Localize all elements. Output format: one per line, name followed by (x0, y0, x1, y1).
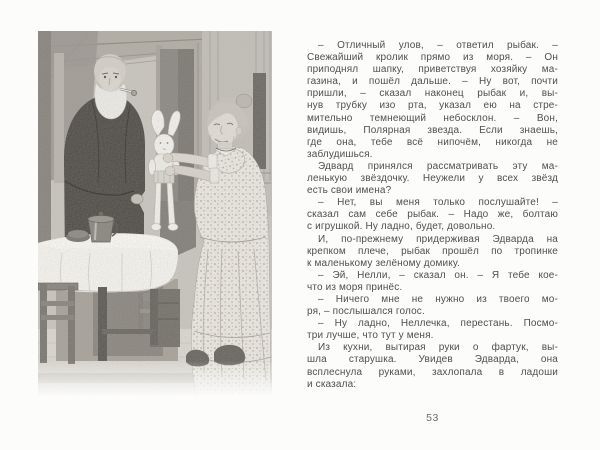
text-line: ря, – послышался голос. (307, 306, 425, 318)
text-line: что из моря принёс. (307, 281, 403, 293)
text-line: И, по-прежнему придерживая Эдварда на (318, 233, 558, 245)
paper-grain (38, 31, 272, 395)
text-line: есть свои имена? (307, 185, 392, 197)
text-line: всплеснула руками, захлопала в ладоши (307, 366, 558, 378)
text-line: – Ну ладно, Неллечка, перестань. Посмо- (318, 318, 558, 330)
text-line: крепком плече, рыбак прошёл по тропинке (307, 245, 558, 257)
text-line: приподнял шапку, приветствуя хозяйку ма- (307, 64, 558, 76)
text-line: мительно темнеющий небосклон. – Вон, (307, 112, 558, 124)
text-line: – Отличный улов, – ответил рыбак. – (318, 40, 558, 51)
text-line: – Нет, вы меня только послушайте! – (318, 197, 558, 209)
text-line: и сказала: (307, 378, 357, 390)
text-line: Эдвард принялся рассматривать эту ма- (318, 160, 558, 172)
text-line: Свежайший кролик прямо из моря. – Он (307, 52, 558, 64)
illustration (38, 31, 272, 395)
story-text (307, 40, 558, 391)
text-line: – Ничего мне не нужно из твоего мо- (318, 293, 558, 305)
text-line: газина, и пошёл дальше. – Ну вот, почти (307, 76, 558, 88)
text-line: заблудишься. (307, 148, 373, 160)
page-number: 53 (426, 412, 439, 424)
text-line: Из кухни, вытирая руки о фартук, вы- (318, 342, 558, 354)
text-line: ленькую звёздочку. Неужели у всех звёзд (307, 173, 558, 185)
text-line: видишь, Полярная звезда. Если знаешь, (307, 124, 558, 136)
text-line: с игрушкой. Ну ладно, будет, довольно. (307, 221, 496, 233)
text-line: – Эй, Нелли, – сказал он. – Я тебе кое- (318, 269, 558, 281)
text-line: пришли, – сказал наконец рыбак и, вы- (307, 88, 558, 100)
text-line: сказал сам себе рыбак. – Надо же, болтаю (307, 209, 558, 221)
text-line: три лучше, что тут у меня. (307, 330, 434, 342)
text-line: шла старушка. Увидев Эдварда, она (307, 354, 558, 366)
scan-fade (38, 361, 272, 395)
text-line: нув трубку изо рта, указал ею на стре- (307, 100, 558, 112)
text-line: к маленькому зелёному домику. (307, 257, 460, 269)
text-line: где она, тебе всё нипочём, никогда не (307, 136, 558, 148)
